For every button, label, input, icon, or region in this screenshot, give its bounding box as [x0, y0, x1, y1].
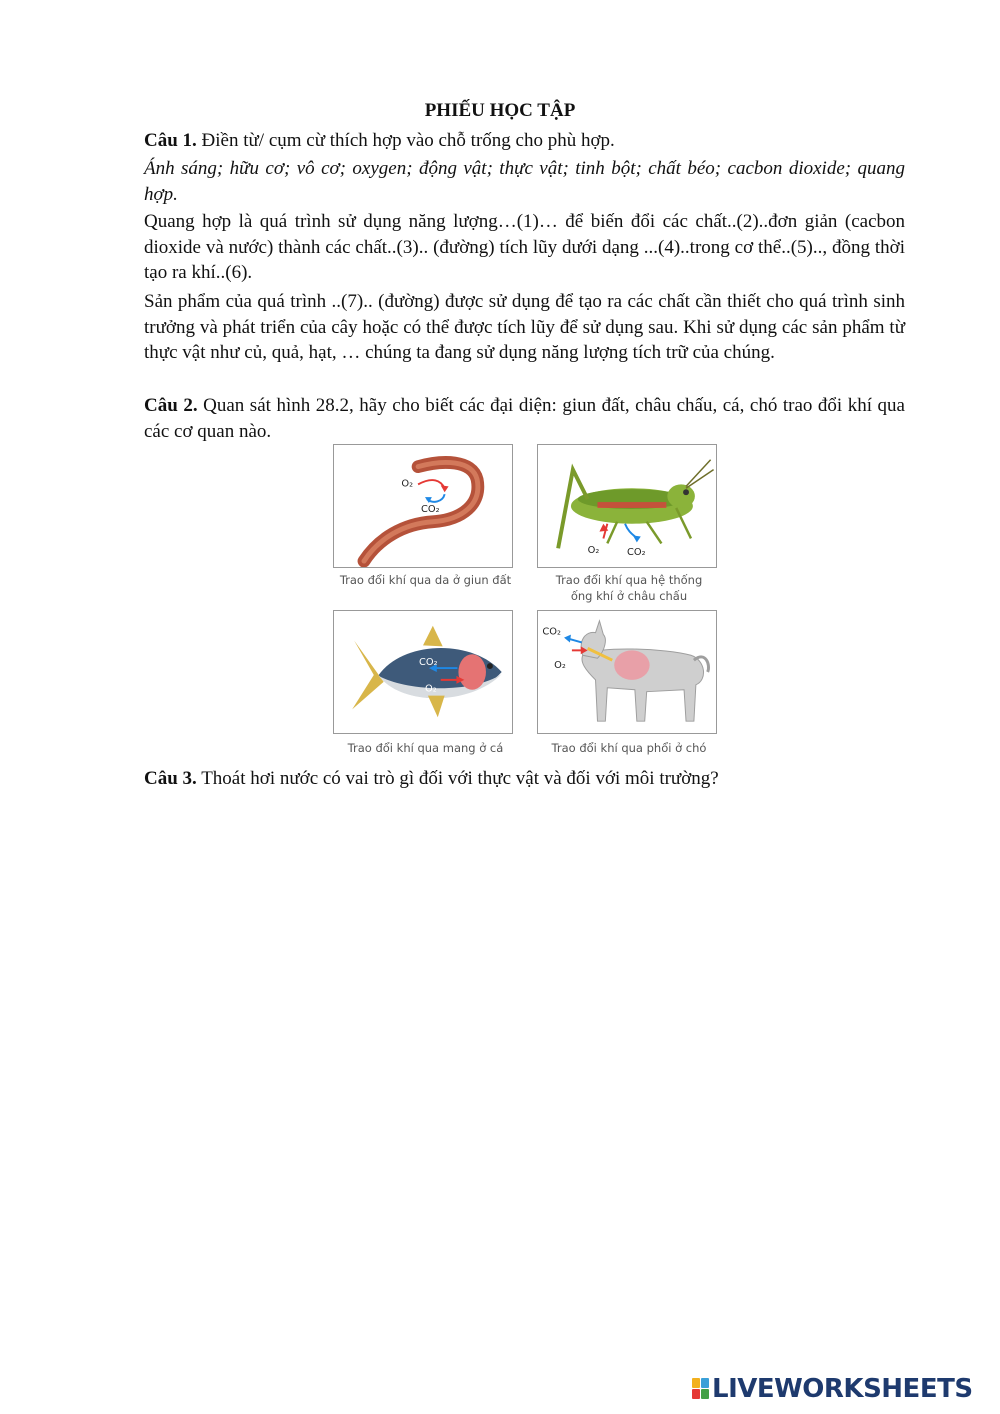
logo-text: LIVEWORKSHEETS — [712, 1374, 973, 1404]
question-2 — [144, 393, 905, 444]
question-1-prompt: Điền từ/ cụm cừ thích hợp vào chỗ trống cho phù hợp. — [196, 130, 615, 151]
fish-illustration — [334, 611, 512, 733]
earthworm-panel — [333, 444, 513, 568]
caption-dog: Trao đổi khí qua phổi ở chó — [551, 741, 707, 755]
caption-fish: Trao đổi khí qua mang ở cá — [347, 741, 504, 755]
o2-label: O₂ — [424, 683, 437, 695]
fish-panel — [333, 610, 513, 734]
caption-grasshopper — [534, 572, 724, 604]
liveworksheets-logo — [692, 1374, 992, 1408]
caption-grasshopper-line-2: ống khí ở châu chấu — [570, 589, 688, 603]
question-3-label: Câu 3. — [144, 768, 197, 789]
co2-label: CO₂ — [421, 503, 440, 515]
caption-grasshopper-line-1: Trao đổi khí qua hệ thống — [555, 573, 703, 587]
question-3 — [144, 766, 905, 792]
fill-blank-paragraph-2: Sản phẩm của quá trình ..(7).. (đường) được sử dụng để tạo ra các chất cần thiết cho quá trình sinh trưởng và phát triển của cây hoặc có thể được tích lũy để sử dụng sau. Khi sử dụng các sản phẩm từ thực vật như củ, quả, hạt, … chúng ta đang sử dụng năng lượng tích trữ của chúng. — [144, 291, 905, 363]
question-1 — [144, 128, 905, 154]
dog-panel — [537, 610, 717, 734]
logo-tiles-icon — [692, 1378, 710, 1400]
question-3-prompt: Thoát hơi nước có vai trò gì đối với thực vật và đối với môi trường? — [196, 768, 719, 789]
dog-illustration — [538, 611, 716, 733]
co2-label: CO₂ — [419, 657, 438, 669]
earthworm-illustration — [334, 445, 512, 567]
co2-label: CO₂ — [627, 547, 646, 559]
grasshopper-panel — [537, 444, 717, 568]
word-bank: Ánh sáng; hữu cơ; vô cơ; oxygen; động vật; thực vật; tinh bột; chất béo; cacbon dioxide; quang hợp. — [144, 158, 905, 205]
question-2-label: Câu 2. — [144, 395, 198, 416]
caption-earthworm: Trao đổi khí qua da ở giun đất — [339, 573, 512, 587]
o2-label: O₂ — [401, 478, 414, 490]
question-2-prompt: Quan sát hình 28.2, hãy cho biết các đại diện: giun đất, châu chấu, cá, chó trao đổi khí qua các cơ quan nào. — [144, 395, 905, 442]
grasshopper-illustration — [538, 445, 716, 567]
page-title: PHIẾU HỌC TẬP — [424, 100, 576, 121]
gas-exchange-figure — [328, 444, 722, 762]
co2-label: CO₂ — [542, 626, 561, 638]
question-1-label: Câu 1. — [144, 130, 197, 151]
o2-label: O₂ — [554, 660, 566, 672]
fill-blank-paragraph-1: Quang hợp là quá trình sử dụng năng lượng…(1)… để biến đổi các chất..(2)..đơn giản (cacbon dioxide và nước) thành các chất..(3).. (đường) tích lũy dưới dạng ...(4)..trong cơ thể..(5).., đồng thời tạo ra khí..(6). — [144, 211, 905, 283]
o2-label: O₂ — [587, 545, 600, 557]
